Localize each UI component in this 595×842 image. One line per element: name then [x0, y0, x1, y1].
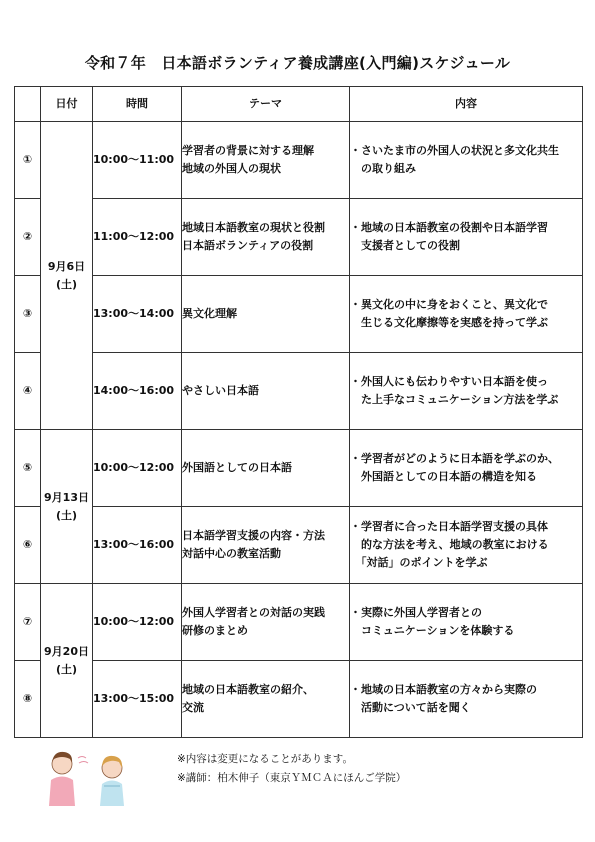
content-line: ・実際に外国人学習者との — [350, 606, 482, 619]
table-row — [15, 276, 583, 353]
session-number: ⑧ — [15, 661, 41, 738]
content-line: ・地域の日本語教室の役割や日本語学習 — [350, 221, 548, 234]
content-line: 外国語としての日本語の構造を知る — [350, 470, 537, 483]
date-day: 9月20日 — [44, 644, 89, 658]
theme-line: 地域の日本語教室の紹介、 — [182, 683, 314, 696]
session-time: 13:00〜16:00 — [93, 507, 182, 584]
notes — [177, 750, 406, 788]
header-theme: テーマ — [182, 87, 350, 122]
content-line: 支援者としての役割 — [350, 239, 460, 252]
session-number: ⑦ — [15, 584, 41, 661]
theme-line: 日本語ボランティアの役割 — [182, 239, 314, 252]
session-number: ⑥ — [15, 507, 41, 584]
theme-line: 交流 — [182, 701, 204, 714]
session-theme — [182, 584, 350, 661]
session-time: 13:00〜15:00 — [93, 661, 182, 738]
theme-line: 外国人学習者との対話の実践 — [182, 606, 325, 619]
header-num — [15, 87, 41, 122]
session-number: ④ — [15, 353, 41, 430]
table-row — [15, 584, 583, 661]
session-time: 14:00〜16:00 — [93, 353, 182, 430]
content-line: 生じる文化摩擦等を実感を持って学ぶ — [350, 316, 548, 329]
table-row — [15, 507, 583, 584]
content-line: ・学習者に合った日本語学習支援の具体 — [350, 520, 548, 533]
date-weekday: (土) — [55, 277, 78, 291]
session-date — [41, 584, 93, 738]
content-line: ・さいたま市の外国人の状況と多文化共生 — [350, 144, 559, 157]
session-date — [41, 430, 93, 584]
content-line: ・異文化の中に身をおくこと、異文化で — [350, 298, 548, 311]
session-number: ① — [15, 122, 41, 199]
session-content — [350, 430, 583, 507]
content-line: の取り組み — [350, 162, 416, 175]
note-instructor: ※講師：柏木伸子（東京ＹＭＣＡにほんご学院） — [177, 772, 407, 784]
session-content — [350, 661, 583, 738]
theme-line: 研修のまとめ — [182, 624, 248, 637]
session-content — [350, 199, 583, 276]
content-line: 活動について話を聞く — [350, 701, 471, 714]
theme-line: 外国語としての日本語 — [182, 461, 292, 474]
session-theme — [182, 353, 350, 430]
session-content — [350, 122, 583, 199]
content-line: た上手なコミュニケーション方法を学ぶ — [350, 393, 559, 406]
session-content — [350, 584, 583, 661]
session-theme — [182, 507, 350, 584]
session-time: 10:00〜12:00 — [93, 584, 182, 661]
table-row — [15, 353, 583, 430]
session-date — [41, 122, 93, 430]
header-content: 内容 — [350, 87, 583, 122]
session-content — [350, 353, 583, 430]
content-line: 「対話」のポイントを学ぶ — [350, 556, 488, 569]
note-change: ※内容は変更になることがあります。 — [177, 753, 353, 765]
date-day: 9月13日 — [44, 490, 89, 504]
theme-line: 地域日本語教室の現状と役割 — [182, 221, 325, 234]
session-time: 13:00〜14:00 — [93, 276, 182, 353]
content-line: ・学習者がどのように日本語を学ぶのか、 — [350, 452, 559, 465]
session-number: ⑤ — [15, 430, 41, 507]
session-time: 11:00〜12:00 — [93, 199, 182, 276]
table-row — [15, 122, 583, 199]
session-theme — [182, 122, 350, 199]
session-theme — [182, 199, 350, 276]
page-title: 令和７年 日本語ボランティア養成講座(入門編)スケジュール — [84, 54, 511, 72]
session-content — [350, 276, 583, 353]
teacher-students-illustration — [40, 746, 140, 806]
table-row — [15, 661, 583, 738]
content-line: コミュニケーションを体験する — [350, 624, 515, 637]
date-day: 9月6日 — [47, 259, 86, 273]
schedule-table — [14, 86, 583, 738]
content-line: ・外国人にも伝わりやすい日本語を使っ — [350, 375, 548, 388]
theme-line: 地域の外国人の現状 — [182, 162, 281, 175]
session-time: 10:00〜12:00 — [93, 430, 182, 507]
session-content — [350, 507, 583, 584]
session-theme — [182, 661, 350, 738]
table-row — [15, 199, 583, 276]
table-row — [15, 430, 583, 507]
theme-line: 日本語学習支援の内容・方法 — [182, 529, 325, 542]
theme-line: 学習者の背景に対する理解 — [182, 144, 314, 157]
theme-line: やさしい日本語 — [182, 384, 259, 397]
theme-line: 異文化理解 — [182, 307, 237, 320]
header-time: 時間 — [93, 87, 182, 122]
content-line: 的な方法を考え、地域の教室における — [350, 538, 549, 551]
theme-line: 対話中心の教室活動 — [182, 547, 281, 560]
content-line: ・地域の日本語教室の方々から実際の — [350, 683, 537, 696]
table-header-row — [15, 87, 583, 122]
session-number: ② — [15, 199, 41, 276]
header-date: 日付 — [41, 87, 93, 122]
session-time: 10:00〜11:00 — [93, 122, 182, 199]
session-number: ③ — [15, 276, 41, 353]
session-theme — [182, 430, 350, 507]
date-weekday: (土) — [55, 508, 78, 522]
session-theme — [182, 276, 350, 353]
date-weekday: (土) — [55, 662, 78, 676]
